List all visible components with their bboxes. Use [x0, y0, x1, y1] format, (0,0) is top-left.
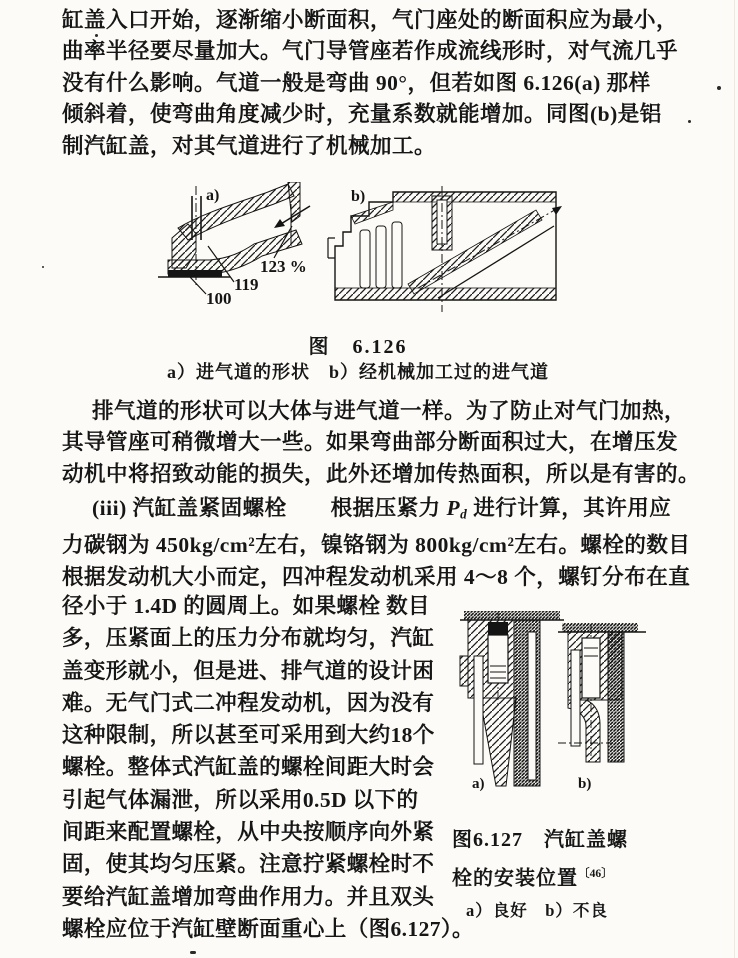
text-line: 间距来配置螺栓，从中央按顺序向外紧 [62, 820, 435, 845]
scan-edge-line [734, 0, 735, 958]
scan-speck [717, 86, 721, 90]
caption-reference: 〔46〕 [578, 867, 613, 880]
fig-6126b-label: b) [351, 188, 366, 205]
fig-6127a-drawing [460, 611, 564, 792]
text-segment: 进行计算，其许用应 [467, 496, 672, 520]
caption-segment: 栓的安装位置 [452, 867, 578, 890]
figure-6126 [150, 182, 570, 328]
figure-6126-subcaption: a）进气道的形状 b）经机械加工过的进气道 [166, 362, 549, 382]
figure-6126-caption: 图 6.126 [308, 336, 408, 358]
text-line: 径小于 1.4D 的圆周上。如果螺栓 数目 [62, 594, 430, 618]
para-intro [62, 5, 718, 162]
para-bolts-wrap [62, 590, 474, 945]
caption-line: 图6.127 汽缸盖螺 [452, 829, 628, 851]
text-line: 倾斜着，使弯曲角度减少时，充量系数就能增加。同图(b)是铝 [62, 102, 662, 127]
fig-6126a-label: a) [206, 187, 220, 204]
figure-6127 [450, 606, 655, 801]
fig-6126b-drawing [328, 186, 562, 312]
text-segment: (iii) 汽缸盖紧固螺栓 根据压紧力 [92, 496, 447, 520]
text-line: 动机中将招致动能的损失，此外还增加传热面积，所以是有害的。 [62, 461, 701, 486]
text-line: 其导管座可稍微增大一些。如果弯曲部分断面积过大，在增压发 [62, 430, 679, 455]
text-line: 曲率半径要尽量加大。气门导管座若作成流线形时，对气流几乎 [62, 39, 679, 64]
fig-6126a-dim-119: 119 [234, 275, 259, 294]
caption-line [452, 857, 682, 896]
scan-speck [95, 34, 98, 37]
text-segment: d [460, 506, 468, 522]
para-exhaust [62, 396, 718, 490]
text-line: 根据发动机大小而定，四冲程发动机采用 4～8 个，螺钉分布在直 [62, 564, 691, 589]
text-line: 没有什么影响。气道一般是弯曲 90°，但若如图 6.126(a) 那样 [62, 70, 651, 95]
scan-speck [688, 120, 691, 123]
fig-6126a-dim-123: 123 % [260, 257, 307, 276]
figure-6127-caption [452, 824, 682, 926]
text-segment: P [446, 496, 461, 520]
text-line: 螺栓。整体式汽缸盖的螺栓间距大时会 [62, 755, 435, 780]
scan-speck [190, 951, 196, 954]
text-line: 缸盖入口开始，逐渐缩小断面积，气门座处的断面积应为最小， [62, 8, 679, 32]
text-line: 要给汽缸盖增加弯曲作用力。并且双头 [62, 884, 435, 909]
fig-6127b-drawing [558, 623, 646, 792]
fig-6127a-label: a) [472, 776, 485, 792]
text-line: 固，使其均匀压紧。注意拧紧螺栓时不 [62, 852, 435, 877]
scan-speck [42, 266, 44, 268]
text-line: 难。无气门式二冲程发动机，因为没有 [62, 690, 435, 715]
figure-6127-subcaption: a）良好 b）不良 [466, 900, 608, 920]
fig-6126a-drawing [158, 182, 310, 308]
text-line: 盖变形就小，但是进、排气道的设计困 [62, 658, 435, 683]
text-line: 引起气体漏泄，所以采用0.5D 以下的 [62, 787, 419, 812]
text-line: 力碳钢为 450kg/cm²左右，镍铬钢为 800kg/cm²左右。螺栓的数目 [62, 533, 691, 558]
fig-6127b-label: b) [578, 776, 592, 792]
text-line [62, 493, 718, 530]
text-line: 多，压紧面上的压力分布就均匀，汽缸 [62, 626, 435, 651]
para-bolts-full [62, 493, 718, 593]
text-line: 制汽缸盖，对其气道进行了机械加工。 [62, 133, 437, 158]
text-line: 螺栓应位于汽缸壁断面重心上（图6.127）。 [62, 916, 474, 941]
text-line: 这种限制，所以甚至可采用到大约18个 [62, 723, 435, 748]
text-line: 排气道的形状可以大体与进气道一样。为了防止对气门加热， [92, 399, 687, 423]
fig-6126a-dim-100: 100 [206, 289, 232, 308]
